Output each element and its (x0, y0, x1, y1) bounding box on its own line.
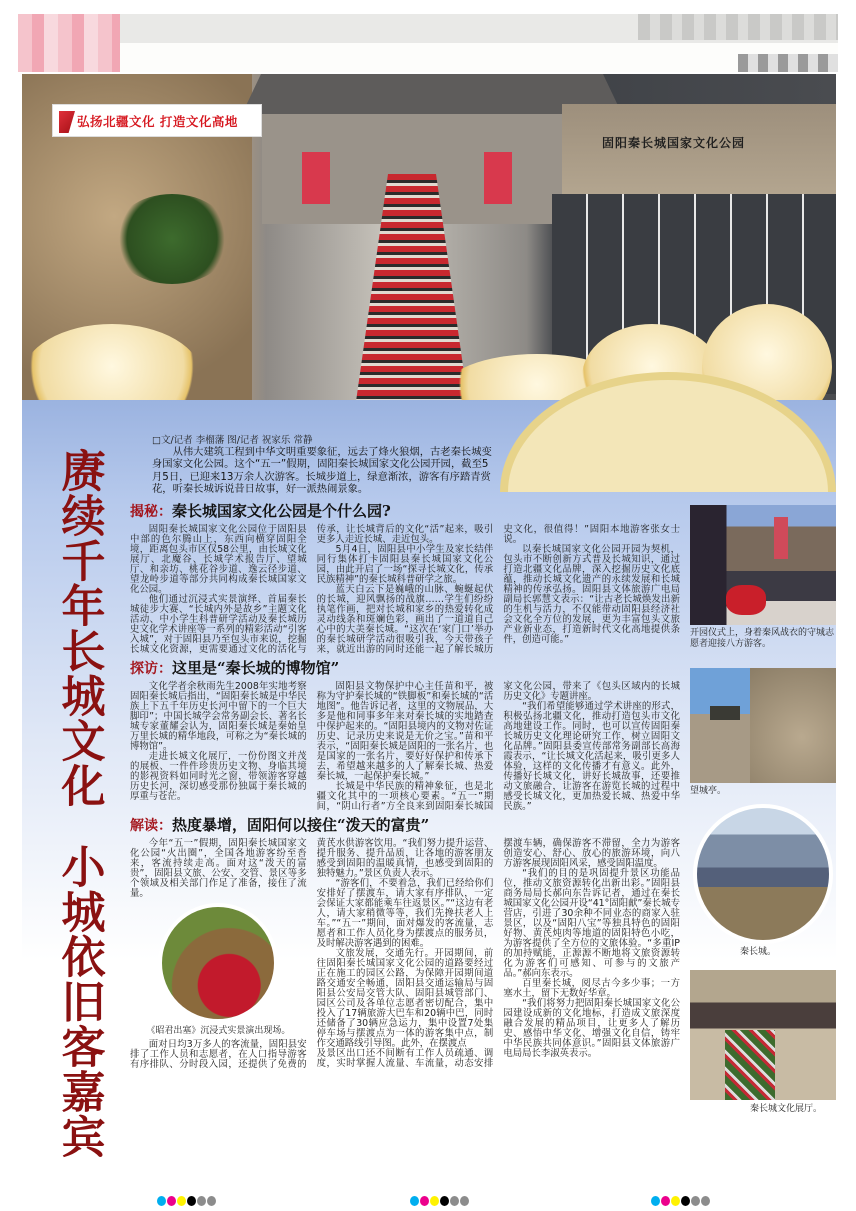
section-heading-2 (130, 659, 680, 678)
caption-opening: 开园仪式上，身着秦风战衣的守城志愿者迎接八方游客。 (690, 628, 835, 649)
section-1-body (130, 525, 680, 655)
paragraph: “我们的目的是巩固提升景区功能品位，推动文旅资源转化出新出彩。”固阳县商务局局长郝向东告诉记者，通过在秦长城国家文化公园开设“41°固阳献”秦长城专营店，引进了30余种不同业态的商家入驻景区，以及“固阳八宝”等独具特色的固阳好物、黄芪炖肉等地道的固阳特色小吃，为游客提供了全方位的文旅体验。“多重IP的加持赋能，正源源不断地将文旅资源转化为游客们可感知、可参与的文旅产品。”郝向东表示。 (503, 868, 680, 979)
paragraph: 长城是中华民族的精神象征，也是北疆文化其中的一项核心要素。“五一”期间，“阴山行者”方全良来到固阳秦长城国家文化公园，带来了《包头区域内的长城历史文化》专题讲座。 (316, 681, 680, 812)
paragraph: 固阳县文物保护中心主任苗和平，被称为守护秦长城的“铁脚板”和秦长城的“活地图”。他告诉记者，这里的文物展品，大多是他和同事多年来对秦长城的实地踏查中保护起来的。“固阳县境内的文物对佐证历史、记录历史来说是无价之宝。”苗和平表示，“固阳秦长城是固阳的一张名片，也是国家的一张名片，要好好保护和传承下去，希望越来越多的人了解秦长城、热爱秦长城，一起保护秦长城。” (316, 681, 494, 782)
caption-wall: 秦长城。 (740, 947, 777, 957)
photo-culture-hall (690, 970, 836, 1100)
section-heading-3 (130, 816, 680, 835)
caption-pavilion: 望城亭。 (690, 786, 727, 796)
registration-marks (410, 1196, 469, 1206)
section-title: 秦长城国家文化公园是个什么园? (172, 502, 391, 520)
paragraph: 及景区出口还不间断有工作人员疏通、调度，实时掌握人流量、车流量，动态安排摆渡车辆，确保游客不滞留，全力为游客创造安心、舒心、放心的旅游环境，向八方游客展现固阳风采，感受固阳温度。 (316, 838, 680, 1069)
kicker: 揭秘： (130, 504, 172, 520)
photo-opening-ceremony (690, 505, 836, 625)
section-3-body (130, 839, 680, 1070)
paragraph: 他们通过沉浸式实景演绎、首届秦长城徒步大赛、“长城内外是故乡”主题文化活动、中小学生科普研学活动及秦长城历史文化学术讲座等一系列的精彩活动“引客入城”，对于固阳县乃至包头市来说，挖掘长城文化资源，更需要通过文化的活化与传承，让长城背后的文化“活”起来，吸引更多人走近长城、走近包头。 (130, 524, 494, 655)
registration-marks (157, 1196, 216, 1206)
caption-hall: 秦长城文化展厅。 (750, 1104, 823, 1114)
paragraph: 百里秦长城，阅尽古今多少事；一方塞水土，留下无数好华章。 (503, 978, 680, 999)
slogan-text: 弘扬北疆文化 打造文化高地 (77, 113, 238, 129)
paragraph: 以秦长城国家文化公园开园为契机，包头市不断创新方式普及长城知识，通过打造北疆文化品牌，深入挖掘历史文化底蕴，推动长城文化遗产的永续发展和长城精神的传承弘扬。固阳县文体旅游广电局副局长郭慧文表示：“让古老长城焕发出新的生机与活力，不仅能带动固阳县经济社会文化全方位的发展，更为丰富包头文旅产业新业态，打造新时代文化高地提供条件，创造可能。” (503, 544, 680, 645)
paragraph-part: 面对日均3万多人的客流量，固 (148, 1039, 279, 1050)
slogan-banner (52, 104, 262, 137)
section-2-body (130, 682, 680, 812)
kicker: 探访： (130, 661, 172, 677)
photo-performance-circle (158, 903, 278, 1023)
headline-line1: 赓续千年长城文化 (53, 448, 105, 808)
byline: □文/记者 李榴藩 图/记者 祝家乐 常静 (152, 435, 313, 446)
registration-marks (651, 1196, 710, 1206)
paragraph: 今年“五一”假期，固阳秦长城国家文化公园“火出圈”，全国各地游客纷至沓来，客流持续走高。面对这“泼天的富贵”，固阳县文旅、公安、交管、景区等多个领域及相关部门作足了准备，接住了流量。 (130, 838, 307, 899)
paragraph: “我们将努力把固阳秦长城国家文化公园建设成新的文化地标，打造成文旅深度融合发展的精品项目，让更多人了解历史、感悟中华文化、增强文化自信，铸牢中华民族共同体意识。”固阳县文体旅游广电局局长李淑英表示。 (503, 998, 680, 1059)
paragraph: “游客们，不要着急，我们已经给你们安排好了摆渡车，请大家有序排队，一定会保证大家都能乘车往返景区。”“这边有老人，请大家稍微等等，我们先搀扶老人上车。”“五一”期间，面对爆发的客流量，志愿者和工作人员化身为摆渡点的服务员，及时解决游客遇到的困难。 (316, 878, 494, 949)
paragraph: 5月4日，固阳县中小学生及家长结伴同行集体打卡固阳县秦长城国家文化公园，由此开启了一场“探寻长城文化，传承民族精神”的秦长城科普研学之旅。 (316, 544, 494, 585)
headline (44, 448, 114, 1159)
caption-performance: 《昭君出塞》沉浸式实景演出现场。 (146, 1026, 291, 1036)
kicker: 解读： (130, 818, 172, 834)
section-heading-1 (130, 502, 680, 521)
photo-pavilion (690, 668, 836, 783)
paragraph-part: 阳县安排了工作人员和志愿者，在人口指导游客有序排队、分时段入园，还提供了免费的黄芪水供游客饮用。“我们努力提升运营、提升服务、提升品质，让各地的游客朋友感受到固阳的温暖真情，也感受到固阳的独特魅力。”景区负责人表示。 (130, 838, 494, 1070)
headline-line2: 小城依旧客嘉宾 (53, 844, 105, 1159)
intro-paragraph: 从伟大建筑工程到中华文明重要象征，远去了烽火狼烟，古老秦长城变身国家文化公园。这个“五一”假期，固阳秦长城国家文化公园开园，截至5月5日，已迎来13万余人次游客。长城步道上，绿意渐浓，游客有序踏青赏花，听秦长城诉说昔日故事，好一派热闹景象。 (152, 446, 492, 496)
paragraph: 走进长城文化展厅，一份份图文并茂的展板、一件件珍贵历史文物、身临其境的影视资料如同时光之窗，带领游客穿越历史长河，深切感受那份独属于秦长城的厚重与苍茫。 (130, 751, 307, 802)
performance-figure (130, 899, 307, 1040)
paragraph: 蓝天白云下是巍峨的山脉、蜿蜒起伏的长城，迎风飘扬的战旗……学生们纷纷执笔作画，把对长城和家乡的热爱转化成灵动线条和斑斓色彩，画出了一道道自己心中的大美秦长城。“这次在‘家门口’举办的秦长城研学活动很吸引我，今天带孩子来，就近出游的同时还能一起了解长城历史文化，很值得！”固阳本地游客张女士说。 (316, 524, 680, 655)
section-title: 热度暴增，固阳何以接住“泼天的富贵” (172, 816, 430, 834)
article-body (130, 500, 680, 1074)
photo-qin-wall-circle (693, 804, 833, 944)
paragraph: 固阳秦长城国家文化公园位于固阳县中部的色尔腾山上，东西向横穿固阳全境，距离包头市区仅58公里，由长城文化展厅、北魔谷、长城学术报告厅、望城厅、和亲坊、桃花谷步道、逸云径步道、望龙岭步道等部分共同构成秦长城国家文化公园。 (130, 524, 307, 595)
masthead-blurred (18, 14, 838, 72)
paragraph: 文旅发展，交通先行。开园期间，前往固阳秦长城国家文化公园的道路要经过正在施工的园区公路，为保障开园期间道路交通安全畅通，固阳县交通运输局与固阳县公安局交管大队、固阳县城管部门、园区公司及各单位志愿者密切配合，集中投入了17辆旅游大巴车和20辆中巴，同时还储备了30辆应急运力，集中设置7处集停车场与摆渡点为一体的游客集中点，制作交通路线引导图。此外，在摆渡点 (316, 948, 494, 1049)
park-wall-sign: 固阳秦长城国家文化公园 (602, 136, 746, 150)
section-title: 这里是“秦长城的博物馆” (172, 659, 340, 677)
paragraph: 文化学者余秋雨先生2008年实地考察固阳秦长城后指出，“固阳秦长城是中华民族上下五千年历史长河中留下的一个巨大脚印”；中国长城学会常务副会长、著名长城专家董耀会认为，固阳秦长城是秦始皇万里长城的精华地段，可称之为“秦长城的博物馆”。 (130, 681, 307, 752)
paragraph: “我们希望能够通过学术讲座的形式，积极弘扬北疆文化，推动打造包头市文化高地建设工作。同时，也可以宣传固阳秦长城历史文化理论研究工作，树立固阳文化品牌。”固阳县委宣传部常务副部长高海霞表示，“让长城文化活起来，吸引更多人体验，这样的文化传播才有意义。此外，传播好长城文化，讲好长城故事，还要推动文旅融合，让游客在游览长城的过程中感受长城文化，更加热爱长城、热爱中华民族。” (503, 701, 680, 812)
